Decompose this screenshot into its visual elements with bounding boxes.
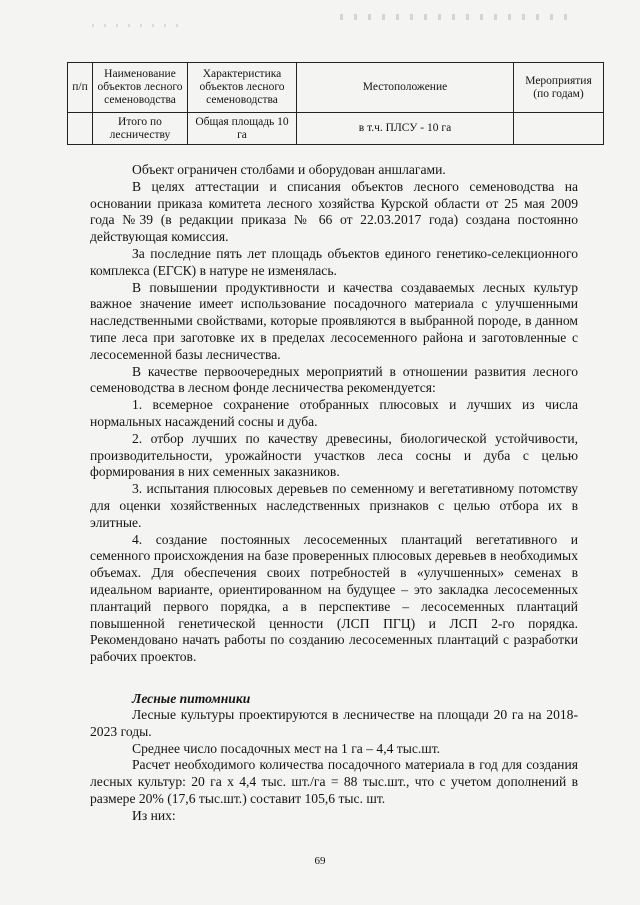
body-text [90,162,578,824]
paragraph: Из них: [132,807,176,823]
paragraph: В повышении продуктивности и качества создаваемых лесных культур важное значение имеет использование посадочного материала с улучшенными наследственными свойствами, которые проявляются в выбранной породе, в данном типе леса при заготовке их в пределах лесосеменного района и заготовленные с лесосеменной базы лесничества. [90,279,578,362]
paragraph: В целях аттестации и списания объектов лесного семеноводства на основании приказа комитета лесного хозяйства Курской области от 25 мая 2009 года №39 (в редакции приказа № 66 от 22.03.2017 года) создана постоянно действующая комиссия. [90,178,578,245]
total-cell-number [68,113,93,145]
total-cell-measures [514,113,604,145]
page-number: 69 [314,855,326,867]
col-header-measures: Мероприятия (по годам) [514,63,604,113]
paragraph: Расчет необходимого количества посадочного материала в год для создания лесных культур: 20 га х 4,4 тыс. шт./га = 88 тыс.шт., что с учетом дополнений в размере 20% (17,6 тыс.шт.) составит 105,6 тыс. шт. [90,757,578,806]
section-heading: Лесные питомники [132,690,251,706]
list-item: 3. испытания плюсовых деревьев по семенному и вегетативному потомству для оценки хозяйственных наследственных признаков с целью отбора их в элитные. [90,481,578,530]
total-cell-name: Итого по лесничеству [93,113,188,145]
col-header-number: п/п [68,63,93,113]
seed-objects-table [67,62,604,145]
paragraph: Среднее число посадочных мест на 1 га – 4,4 тыс.шт. [132,740,441,756]
paragraph: В качестве первоочередных мероприятий в отношении развития лесного семеноводства в лесном фонде лесничества рекомендуется: [90,363,578,396]
list-item: 4. создание постоянных лесосеменных плантаций вегетативного и семенного происхождения на базе проверенных плюсовых деревьев в необходимых объемах. Для обеспечения своих потребностей в «улучшенных» семенах в идеальном варианте, ориентированном на будущее – это закладка лесосеменных плантаций первого порядка, а в перспективе – лесосеменных плантаций повышенной генетической ценности (ЛСП ПГЦ) и ЛСП 2-го порядка. Рекомендовано начать работы по созданию лесосеменных плантаций с разработки рабочих проектов. [90,531,578,665]
col-header-location: Местоположение [297,63,514,113]
total-cell-location: в т.ч. ПЛСУ - 10 га [297,113,514,145]
table-header-row [68,63,604,113]
col-header-characteristic: Характеристика объектов лесного семеноводства [188,63,297,113]
paragraph: Лесные культуры проектируются в лесничестве на площади 20 га на 2018-2023 годы. [90,706,578,739]
col-header-name: Наименование объектов лесного семеноводства [93,63,188,113]
list-item: 2. отбор лучших по качеству древесины, биологической устойчивости, производительности, урожайности участков леса сосны и дуба с целью формирования в них семенных заказников. [90,430,578,480]
paragraph: За последние пять лет площадь объектов единого генетико-селекционного комплекса (ЕГСК) в натуре не изменялась. [90,245,578,278]
table-row-total [68,113,604,145]
paragraph: Объект ограничен столбами и оборудован аншлагами. [132,162,446,177]
scan-artifact [340,14,570,20]
total-cell-area: Общая площадь 10 га [188,113,297,145]
scan-artifact [92,24,182,27]
list-item: 1. всемерное сохранение отобранных плюсовых и лучших из числа нормальных насаждений сосны и дуба. [90,397,578,429]
